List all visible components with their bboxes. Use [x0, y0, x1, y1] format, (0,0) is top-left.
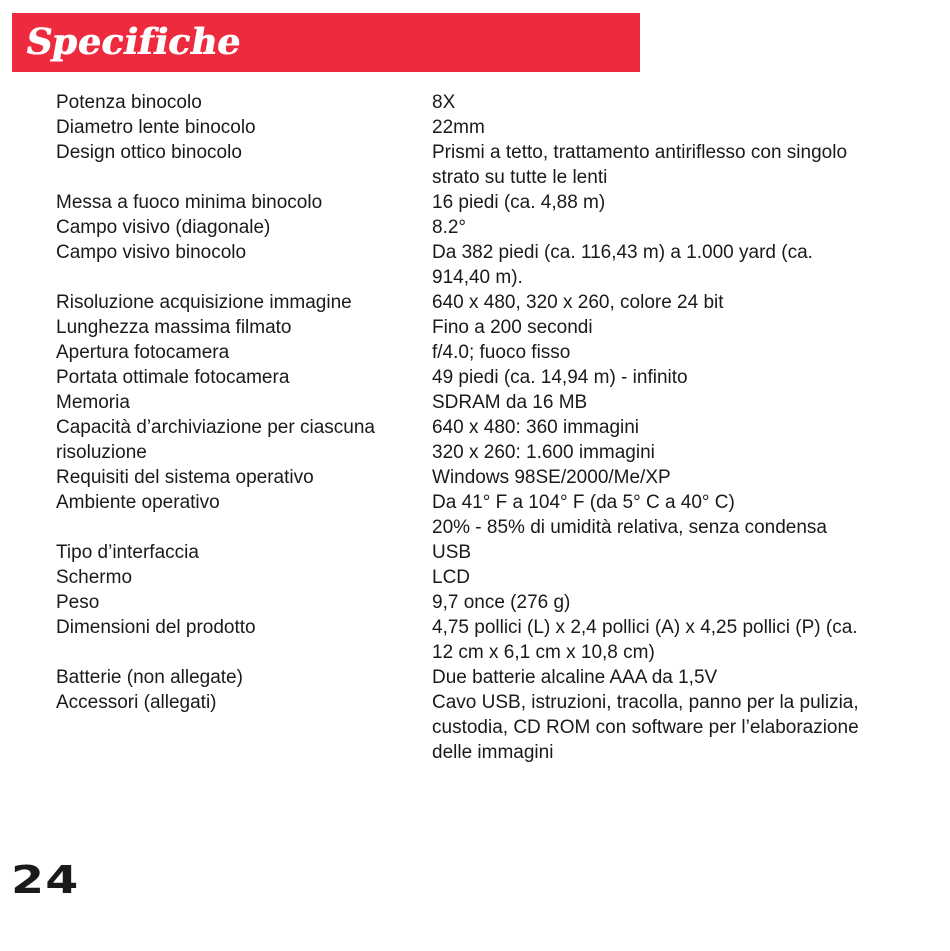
spec-value: Prismi a tetto, trattamento antiriflesso con singolo strato su tutte le lenti — [432, 142, 848, 188]
spec-value: 8.2° — [432, 217, 467, 238]
spec-value: USB — [432, 542, 472, 563]
spec-label: Accessori (allegati) — [56, 692, 217, 713]
section-header-banner — [12, 13, 640, 72]
spec-label: Requisiti del sistema operativo — [56, 467, 314, 488]
spec-label: Peso — [56, 592, 100, 613]
spec-value: 16 piedi (ca. 4,88 m) — [432, 192, 606, 213]
spec-value: Due batterie alcaline AAA da 1,5V — [432, 667, 718, 688]
spec-label: Ambiente operativo — [56, 492, 220, 513]
spec-label: Potenza binocolo — [56, 92, 202, 113]
spec-value: 4,75 pollici (L) x 2,4 pollici (A) x 4,25 pollici (P) (ca. 12 cm x 6,1 cm x 10,8 cm) — [432, 617, 858, 663]
spec-label: Lunghezza massima filmato — [56, 317, 292, 338]
spec-label: Batterie (non allegate) — [56, 667, 243, 688]
spec-value: Da 41° F a 104° F (da 5° C a 40° C) 20% - 85% di umidità relativa, senza condensa — [432, 492, 828, 538]
spec-label: Diametro lente binocolo — [56, 117, 256, 138]
spec-value: Fino a 200 secondi — [432, 317, 593, 338]
spec-value: Cavo USB, istruzioni, tracolla, panno per la pulizia, custodia, CD ROM con software per l’elaborazione delle immagini — [432, 692, 859, 763]
spec-label: Dimensioni del prodotto — [56, 617, 256, 638]
spec-label: Apertura fotocamera — [56, 342, 230, 363]
spec-label: Schermo — [56, 567, 133, 588]
spec-value: SDRAM da 16 MB — [432, 392, 588, 413]
spec-label: Memoria — [56, 392, 130, 413]
specifications-table — [56, 90, 916, 765]
spec-value: Da 382 piedi (ca. 116,43 m) a 1.000 yard (ca. 914,40 m). — [432, 242, 813, 288]
spec-label: Messa a fuoco minima binocolo — [56, 192, 323, 213]
spec-label: Risoluzione acquisizione immagine — [56, 292, 352, 313]
section-title: Specifiche — [22, 21, 245, 63]
spec-label: Design ottico binocolo — [56, 142, 242, 163]
spec-label: Capacità d’archiviazione per ciascuna risoluzione — [56, 417, 375, 463]
spec-value: Windows 98SE/2000/Me/XP — [432, 467, 671, 488]
spec-value: 9,7 once (276 g) — [432, 592, 571, 613]
spec-value: 640 x 480, 320 x 260, colore 24 bit — [432, 292, 724, 313]
spec-value: 49 piedi (ca. 14,94 m) - infinito — [432, 367, 688, 388]
page-number: 24 — [11, 858, 80, 902]
spec-value: LCD — [432, 567, 471, 588]
spec-value: f/4.0; fuoco fisso — [432, 342, 571, 363]
spec-value: 8X — [432, 92, 456, 113]
spec-label: Tipo d’interfaccia — [56, 542, 199, 563]
spec-label: Campo visivo binocolo — [56, 242, 247, 263]
spec-value: 640 x 480: 360 immagini 320 x 260: 1.600 immagini — [432, 417, 655, 463]
spec-label: Campo visivo (diagonale) — [56, 217, 271, 238]
spec-label: Portata ottimale fotocamera — [56, 367, 290, 388]
spec-value: 22mm — [432, 117, 485, 138]
